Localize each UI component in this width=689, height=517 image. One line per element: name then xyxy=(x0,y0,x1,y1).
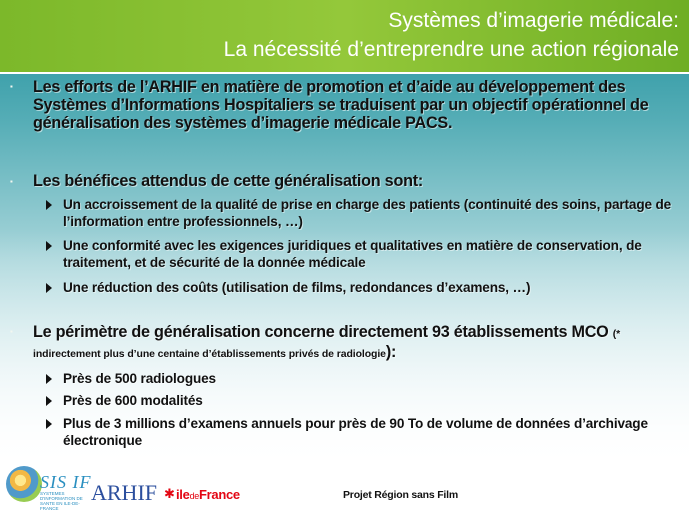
square-bullet-icon: ▪ xyxy=(10,177,13,186)
triangle-bullet-icon xyxy=(46,419,52,429)
idf-de: de xyxy=(189,491,199,501)
slide-title-line-1: Systèmes d’imagerie médicale: xyxy=(388,9,679,32)
scope-note: (* indirectement plus d’une centaine d’établissements privés de radiologie xyxy=(33,328,621,360)
scope-tail: ): xyxy=(385,343,397,361)
ile-de-france-logo xyxy=(176,487,240,502)
triangle-bullet-icon xyxy=(46,241,52,251)
triangle-bullet-icon xyxy=(46,374,52,384)
triangle-bullet-icon xyxy=(46,396,52,406)
sis-if-logo-text: SIS IF xyxy=(40,472,92,492)
scope-text: Le périmètre de généralisation concerne directement 93 établissements MCO xyxy=(33,323,609,341)
title-bar xyxy=(0,0,689,74)
project-name: Projet Région sans Film xyxy=(343,489,459,501)
sis-if-logo-icon xyxy=(6,466,42,502)
point-benefits: Les bénéfices attendus de cette généralisation sont: xyxy=(33,172,423,190)
scope-exams: Plus de 3 millions d’examens annuels pour près de 90 To de volume de données d’archivage électronique xyxy=(63,416,648,448)
square-bullet-icon: ▪ xyxy=(10,82,13,91)
triangle-bullet-icon xyxy=(46,283,52,293)
benefit-quality: Un accroissement de la qualité de prise en charge des patients (continuité des soins, partage de l’information entre professionnels, …) xyxy=(63,197,672,229)
point-efforts: Les efforts de l’ARHIF en matière de promotion et d’aide au développement des Systèmes d’Informations Hospitaliers se traduisent par un objectif opérationnel de généralisation des systèmes d’imagerie médicale PACS. xyxy=(33,78,649,132)
arhif-logo: ARHIF xyxy=(91,480,158,505)
idf-france: France xyxy=(198,487,240,502)
ile-de-france-star-icon: ✱ xyxy=(164,486,175,501)
idf-ile: ile xyxy=(176,487,190,502)
point-scope xyxy=(33,323,683,363)
scope-modalities: Près de 600 modalités xyxy=(63,393,203,408)
benefit-costs: Une réduction des coûts (utilisation de films, redondances d’examens, …) xyxy=(63,280,531,295)
footer xyxy=(0,462,689,517)
benefit-compliance: Une conformité avec les exigences juridiques et qualitatives en matière de conservation, de traitement, et de sécurité de la donnée médicale xyxy=(63,238,642,270)
sis-if-logo-subtitle: SYSTEMES D'INFORMATION DE SANTE EN ILE-DE-FRANCE xyxy=(40,491,83,511)
triangle-bullet-icon xyxy=(46,200,52,210)
scope-radiologists: Près de 500 radiologues xyxy=(63,371,216,386)
slide-title-line-2: La nécessité d’entreprendre une action régionale xyxy=(223,38,679,61)
square-bullet-icon: ▪ xyxy=(10,327,13,336)
